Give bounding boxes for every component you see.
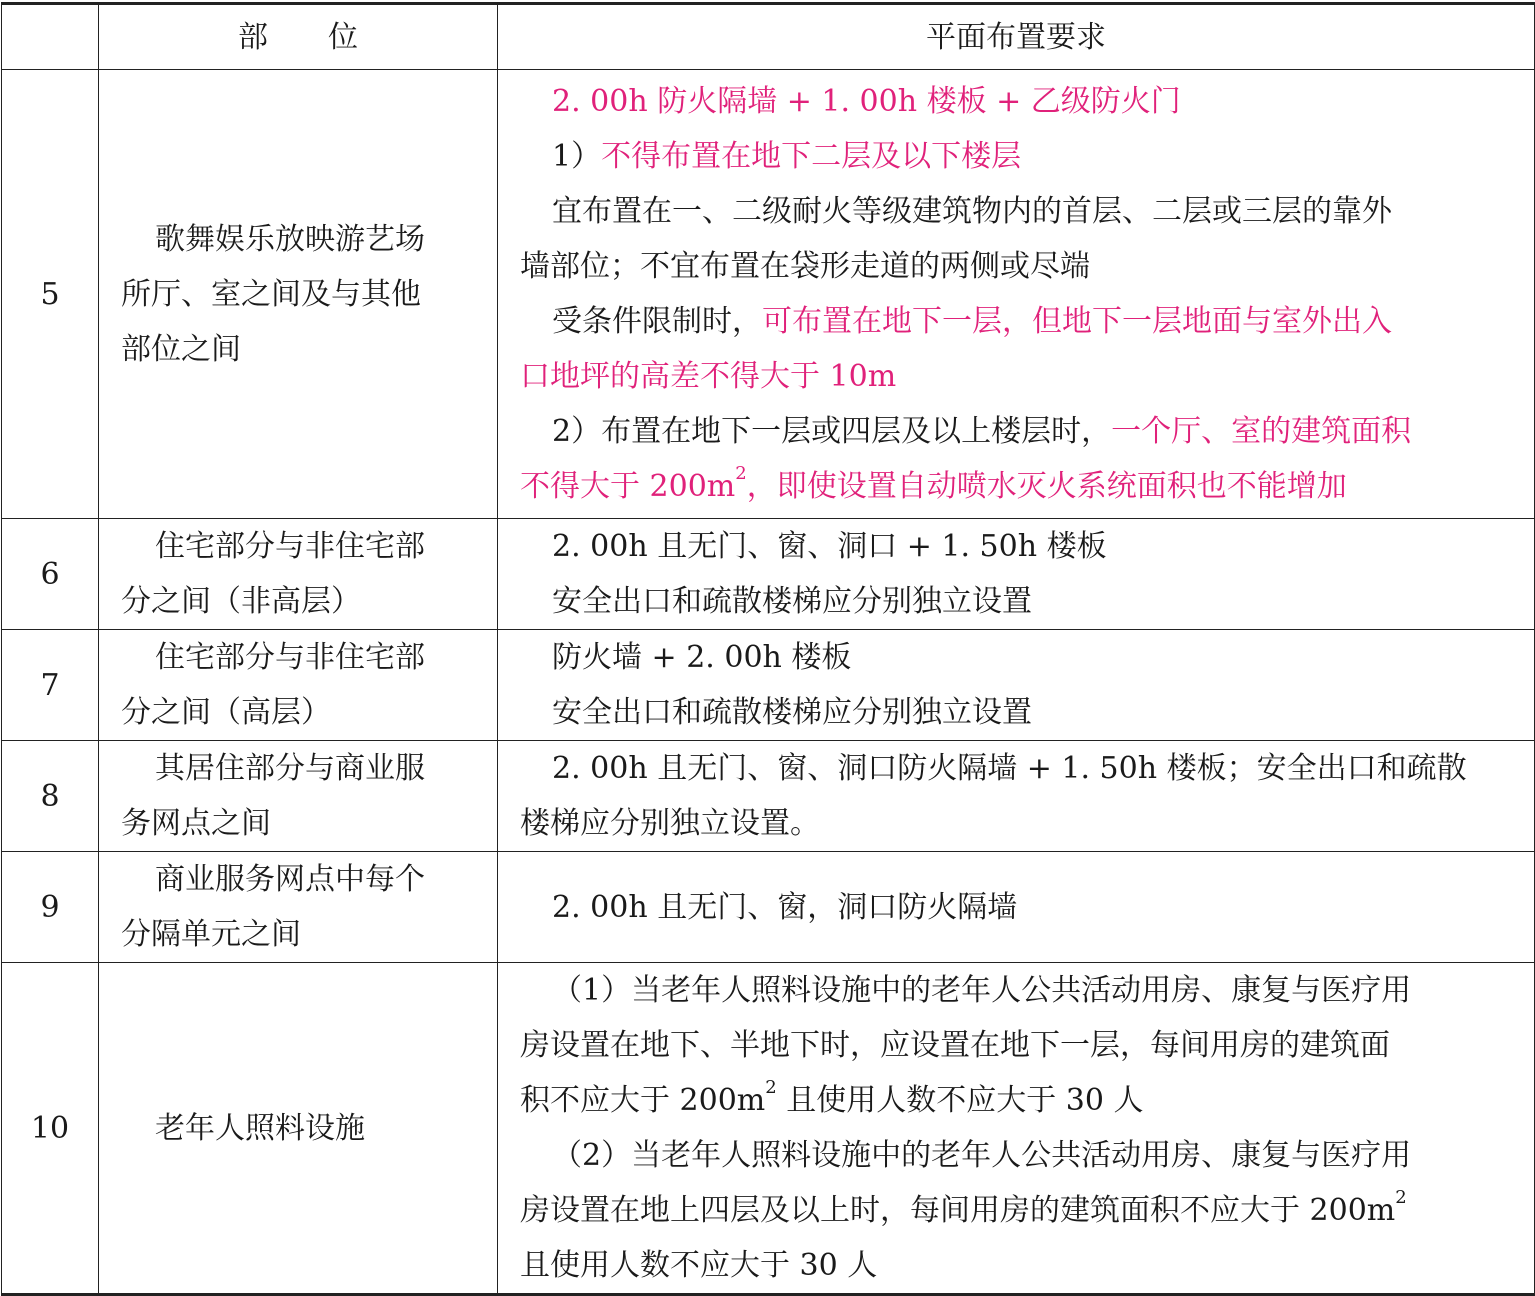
row-number: 6 — [2, 519, 99, 630]
row-part — [99, 741, 498, 852]
table-header-row — [2, 4, 1535, 70]
req-line: 口地坪的高差不得大于 10m — [520, 359, 897, 394]
row-number: 9 — [2, 852, 99, 963]
req-line: 2. 00h 且无门、窗、洞口防火隔墙 + 1. 50h 楼板；安全出口和疏散 — [552, 751, 1467, 786]
req-line: （2）当老年人照料设施中的老年人公共活动用房、康复与医疗用 — [552, 1138, 1412, 1173]
part-line: 务网点之间 — [121, 806, 271, 841]
req-line — [520, 129, 1514, 184]
superscript: 2 — [765, 1077, 777, 1098]
req-line: 2. 00h 防火隔墙 + 1. 00h 楼板 + 乙级防火门 — [552, 84, 1181, 119]
table-row — [2, 852, 1535, 963]
table-row — [2, 741, 1535, 852]
part-line: 住宅部分与非住宅部 — [155, 640, 425, 675]
part-line: 所厅、室之间及与其他 — [121, 276, 421, 312]
req-line: 安全出口和疏散楼梯应分别独立设置 — [552, 584, 1032, 619]
req-line — [520, 459, 1514, 514]
req-text: 积不应大于 200m — [520, 1083, 766, 1118]
req-line: 楼梯应分别独立设置。 — [520, 806, 820, 841]
row-part — [99, 963, 498, 1295]
part-line: 其居住部分与商业服 — [155, 751, 425, 786]
row-number: 7 — [2, 630, 99, 741]
table-row — [2, 630, 1535, 741]
part-line: 住宅部分与非住宅部 — [155, 529, 425, 564]
req-line — [520, 1073, 1514, 1128]
req-text: 2）布置在地下一层或四层及以上楼层时， — [552, 414, 1112, 449]
row-requirement — [498, 852, 1535, 963]
header-part: 部 位 — [99, 4, 498, 70]
req-text: 受条件限制时， — [552, 304, 762, 339]
req-highlight: ，即使设置自动喷水灭火系统面积也不能增加 — [746, 469, 1347, 504]
layout-requirements-table — [1, 2, 1535, 1296]
row-number: 10 — [2, 963, 99, 1295]
req-highlight: 不得布置在地下二层及以下楼层 — [601, 139, 1022, 174]
req-line — [520, 294, 1514, 349]
row-part — [99, 852, 498, 963]
req-line: 2. 00h 且无门、窗，洞口防火隔墙 — [552, 889, 1018, 925]
table-row — [2, 70, 1535, 519]
part-line: 分之间（非高层） — [121, 584, 361, 619]
req-line: 安全出口和疏散楼梯应分别独立设置 — [552, 695, 1032, 730]
req-line — [520, 404, 1514, 459]
req-highlight: 一个厅、室的建筑面积 — [1111, 414, 1412, 449]
req-line: 防火墙 + 2. 00h 楼板 — [552, 640, 852, 675]
req-line — [520, 1183, 1514, 1238]
header-requirement: 平面布置要求 — [498, 4, 1535, 70]
req-line: 且使用人数不应大于 30 人 — [520, 1248, 878, 1283]
row-requirement — [498, 630, 1535, 741]
req-text: 且使用人数不应大于 30 人 — [776, 1083, 1144, 1118]
table-row — [2, 963, 1535, 1295]
row-part — [99, 70, 498, 519]
row-part — [99, 519, 498, 630]
row-requirement — [498, 741, 1535, 852]
part-line: 分隔单元之间 — [121, 917, 301, 952]
req-highlight: 可布置在地下一层，但地下一层地面与室外出入 — [762, 304, 1392, 339]
table-row — [2, 519, 1535, 630]
req-line: （1）当老年人照料设施中的老年人公共活动用房、康复与医疗用 — [552, 973, 1412, 1008]
part-line: 老年人照料设施 — [155, 1110, 365, 1146]
superscript: 2 — [735, 463, 747, 484]
req-text: 1） — [552, 139, 602, 174]
header-index — [2, 4, 99, 70]
row-number: 5 — [2, 70, 99, 519]
row-requirement — [498, 519, 1535, 630]
part-line: 部位之间 — [121, 331, 241, 367]
req-line: 墙部位；不宜布置在袋形走道的两侧或尽端 — [520, 249, 1090, 284]
req-text: 房设置在地上四层及以上时，每间用房的建筑面积不应大于 200m — [520, 1193, 1396, 1228]
row-number: 8 — [2, 741, 99, 852]
part-line: 商业服务网点中每个 — [155, 862, 425, 897]
row-part — [99, 630, 498, 741]
req-line: 2. 00h 且无门、窗、洞口 + 1. 50h 楼板 — [552, 529, 1107, 564]
row-requirement — [498, 963, 1535, 1295]
req-line: 宜布置在一、二级耐火等级建筑物内的首层、二层或三层的靠外 — [552, 194, 1392, 229]
superscript: 2 — [1395, 1187, 1407, 1208]
req-highlight: 不得大于 200m — [520, 469, 736, 504]
row-requirement — [498, 70, 1535, 519]
part-line: 歌舞娱乐放映游艺场 — [155, 221, 425, 257]
part-line: 分之间（高层） — [121, 695, 331, 730]
req-line: 房设置在地下、半地下时，应设置在地下一层，每间用房的建筑面 — [520, 1028, 1390, 1063]
